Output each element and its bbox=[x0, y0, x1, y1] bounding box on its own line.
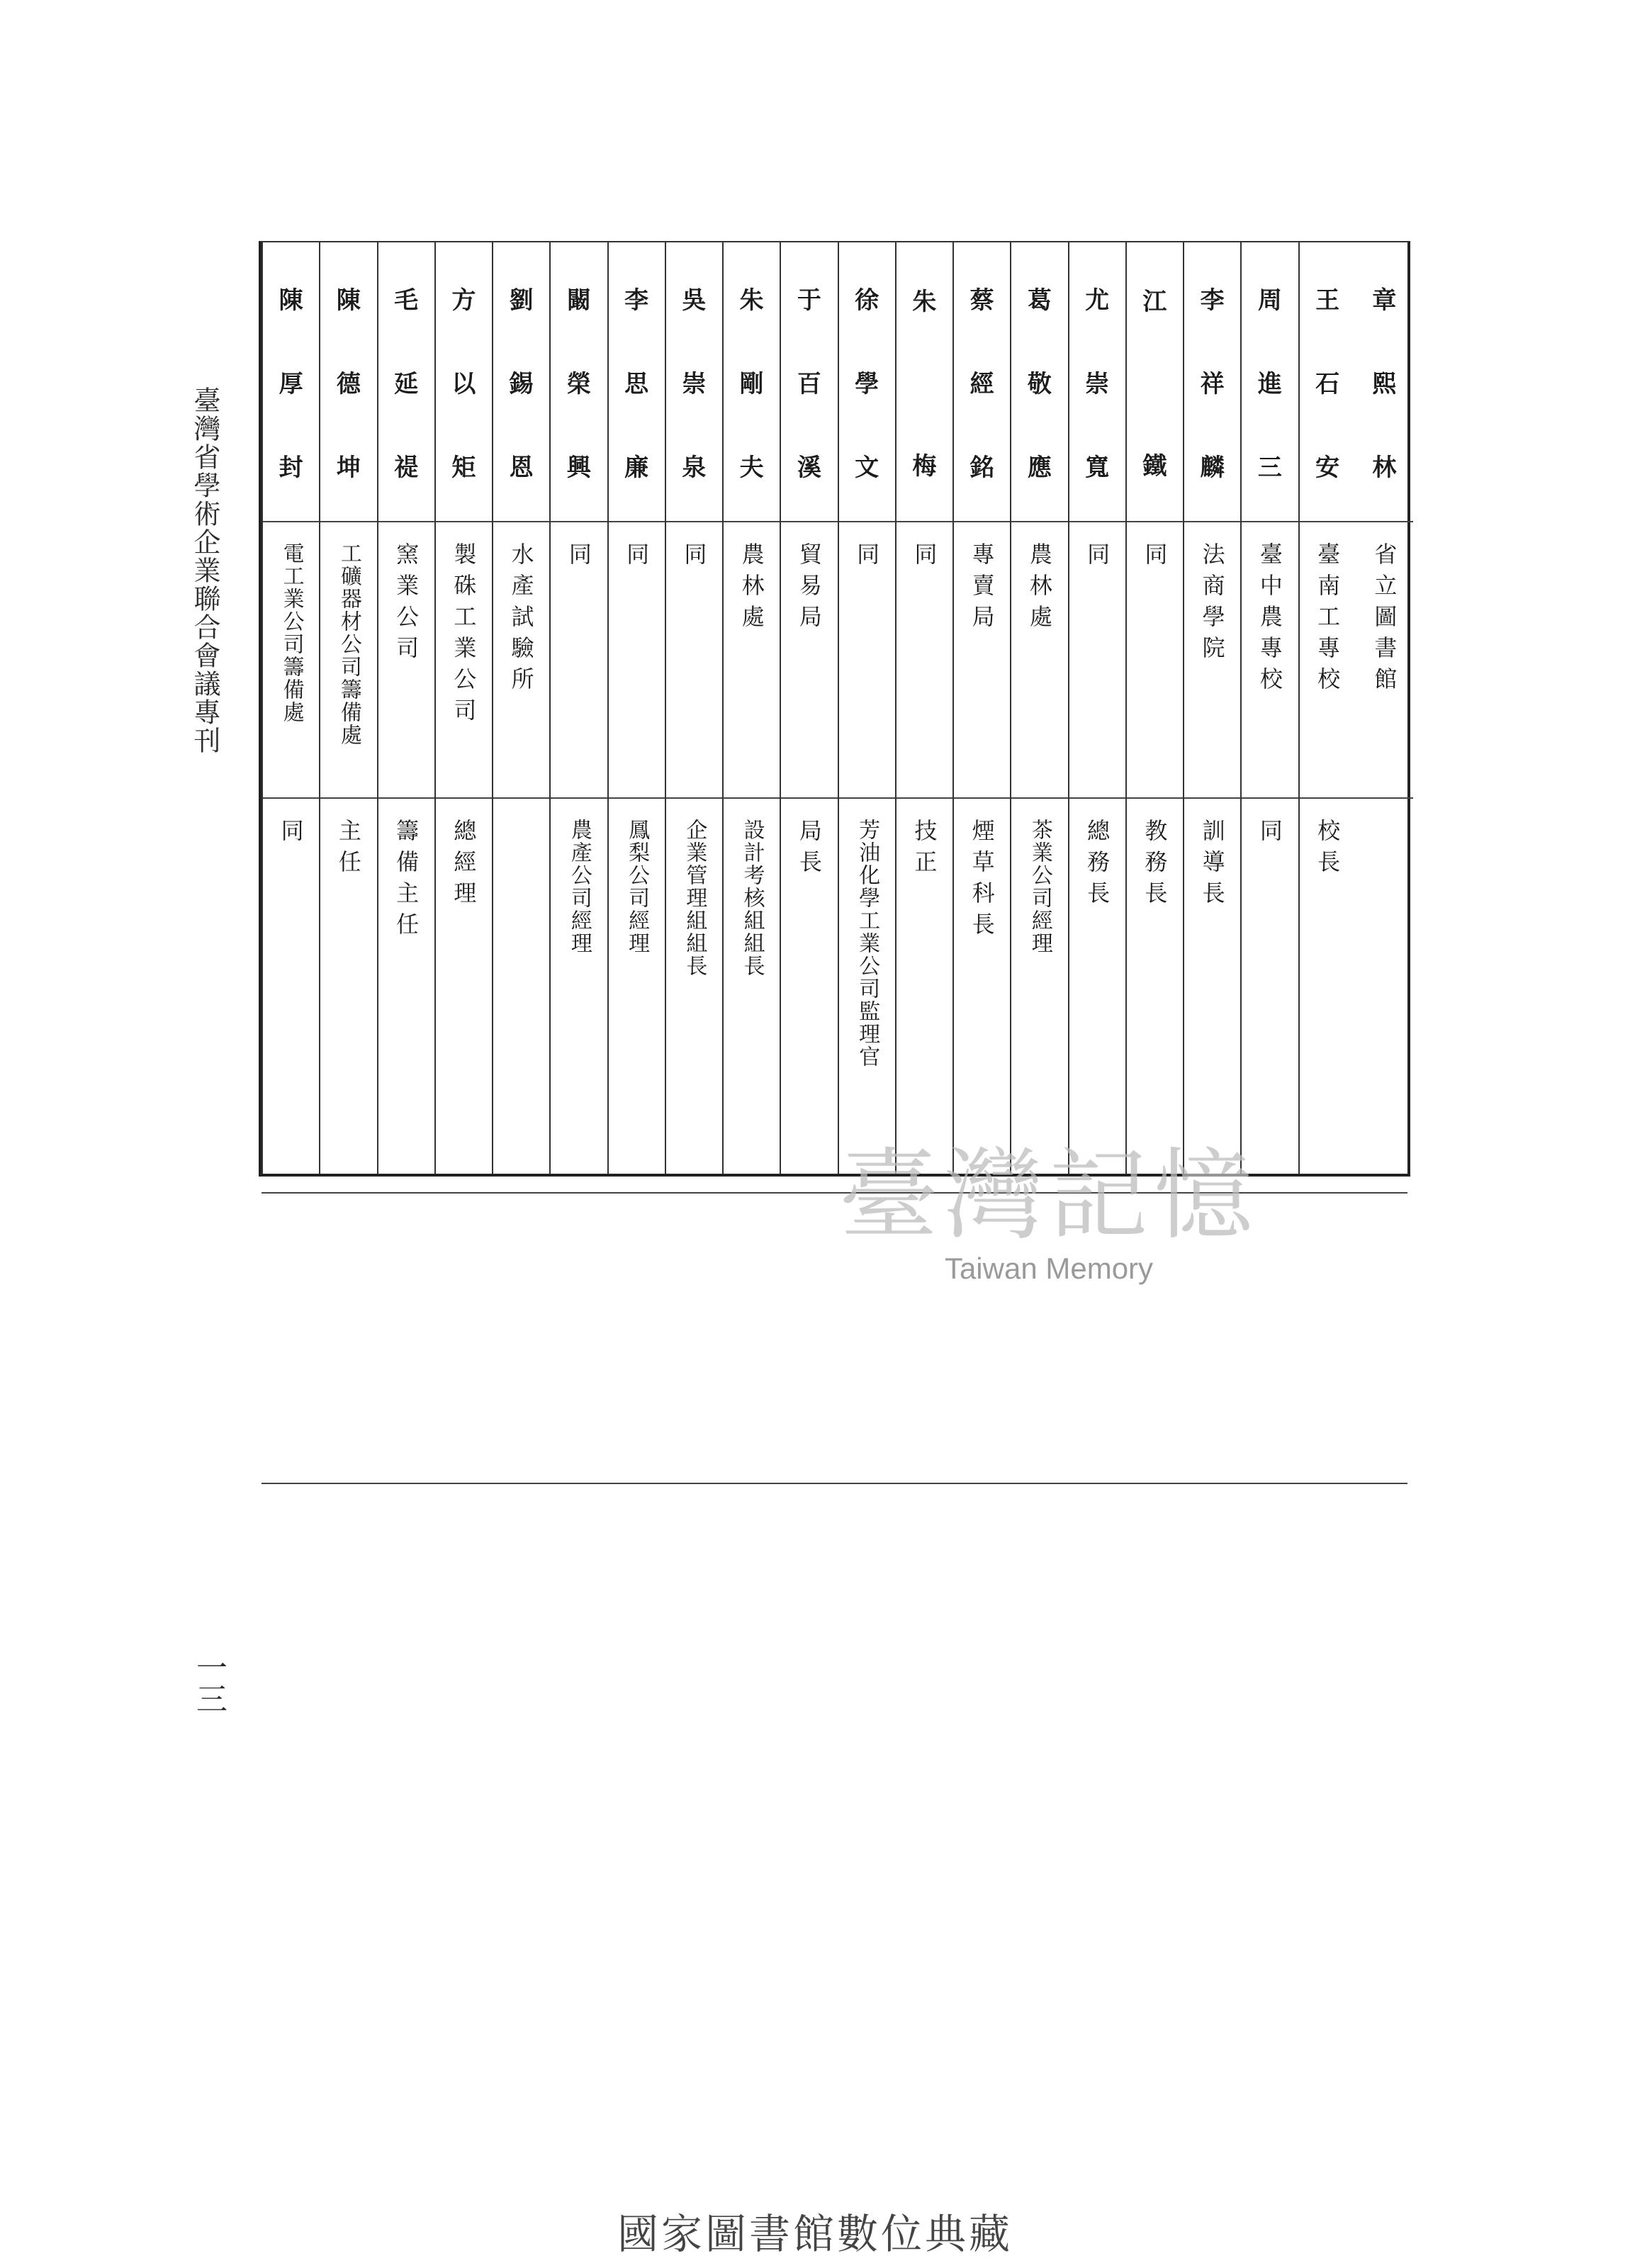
name-cell bbox=[551, 242, 607, 522]
position-text: 同 bbox=[1256, 819, 1283, 850]
name-cell bbox=[1011, 242, 1067, 522]
organization-text: 同 bbox=[1141, 542, 1169, 573]
name-character: 蔡 bbox=[969, 286, 994, 315]
name-character: 石 bbox=[1315, 369, 1340, 398]
organization-text: 專賣局 bbox=[968, 542, 996, 636]
roster-column bbox=[319, 242, 376, 1174]
roster-column bbox=[838, 242, 895, 1174]
position-cell bbox=[378, 799, 434, 1433]
name-character: 徐 bbox=[855, 286, 879, 315]
organization-text: 省立圖書館 bbox=[1371, 542, 1398, 698]
name-character: 梅 bbox=[912, 452, 937, 481]
organization-cell bbox=[1069, 522, 1125, 799]
name-character: 坤 bbox=[336, 453, 361, 482]
name-character: 章 bbox=[1372, 286, 1397, 315]
position-text: 技正 bbox=[911, 819, 938, 881]
organization-text: 貿易局 bbox=[795, 542, 823, 636]
position-cell bbox=[1242, 799, 1298, 1433]
roster-column bbox=[1068, 242, 1125, 1174]
organization-cell bbox=[724, 522, 780, 799]
organization-text: 農林處 bbox=[738, 542, 765, 636]
name-character: 思 bbox=[624, 369, 649, 398]
name-cell bbox=[1127, 242, 1183, 522]
watermark-chinese: 臺灣記憶 bbox=[838, 1138, 1259, 1254]
roster-column bbox=[434, 242, 492, 1174]
name-cell bbox=[263, 242, 319, 522]
organization-text: 電工業公司籌備處 bbox=[279, 542, 304, 724]
position-text: 鳳梨公司經理 bbox=[624, 819, 650, 955]
name-character: 李 bbox=[1200, 286, 1225, 315]
watermark-english: Taiwan Memory bbox=[944, 1252, 1154, 1285]
organization-cell bbox=[1300, 522, 1356, 799]
organization-text: 工礦器材公司籌備處 bbox=[336, 542, 361, 746]
organization-text: 同 bbox=[623, 542, 651, 573]
position-cell bbox=[839, 799, 895, 1433]
position-cell bbox=[493, 799, 549, 1433]
name-character: 葛 bbox=[1027, 286, 1052, 315]
roster-column bbox=[607, 242, 665, 1174]
roster-column bbox=[1356, 242, 1413, 1174]
position-text: 煙草科長 bbox=[968, 819, 996, 943]
position-text: 總務長 bbox=[1084, 819, 1111, 912]
organization-cell bbox=[666, 522, 722, 799]
organization-cell bbox=[436, 522, 492, 799]
name-character: 鐵 bbox=[1142, 452, 1167, 481]
name-character: 李 bbox=[624, 286, 649, 315]
roster-column bbox=[1010, 242, 1067, 1174]
name-cell bbox=[839, 242, 895, 522]
organization-cell bbox=[263, 522, 319, 799]
name-character: 溪 bbox=[797, 453, 821, 482]
name-character: 崇 bbox=[682, 369, 707, 398]
position-text: 局長 bbox=[795, 819, 823, 881]
organization-text: 水產試驗所 bbox=[507, 542, 535, 698]
name-cell bbox=[724, 242, 780, 522]
roster-column bbox=[549, 242, 607, 1174]
name-character: 周 bbox=[1257, 286, 1282, 315]
name-character: 矩 bbox=[451, 453, 476, 482]
position-cell bbox=[1356, 799, 1413, 1433]
name-cell bbox=[320, 242, 376, 522]
page-number: 一三 bbox=[191, 1651, 227, 1714]
position-text: 農產公司經理 bbox=[566, 819, 592, 955]
position-text: 同 bbox=[277, 819, 305, 850]
roster-column bbox=[1183, 242, 1240, 1174]
publication-title: 臺灣省學術企業聯合會議專刊 bbox=[189, 386, 220, 755]
roster-table bbox=[259, 241, 1410, 1177]
position-text: 校長 bbox=[1314, 819, 1342, 881]
organization-text: 同 bbox=[1084, 542, 1111, 573]
name-character: 陳 bbox=[336, 286, 361, 315]
position-cell bbox=[551, 799, 607, 1433]
name-cell bbox=[378, 242, 434, 522]
name-character: 尤 bbox=[1085, 286, 1110, 315]
name-character: 于 bbox=[797, 286, 821, 315]
roster-column bbox=[377, 242, 434, 1174]
name-cell bbox=[954, 242, 1010, 522]
name-character: 吳 bbox=[682, 286, 707, 315]
organization-cell bbox=[1356, 522, 1413, 799]
name-character: 闞 bbox=[566, 286, 591, 315]
position-cell bbox=[1069, 799, 1125, 1433]
position-text: 教務長 bbox=[1141, 819, 1169, 912]
position-cell bbox=[666, 799, 722, 1433]
position-cell bbox=[320, 799, 376, 1433]
position-cell bbox=[1300, 799, 1356, 1433]
name-character: 進 bbox=[1257, 369, 1282, 398]
organization-cell bbox=[839, 522, 895, 799]
position-cell bbox=[896, 799, 952, 1433]
name-character: 江 bbox=[1142, 287, 1167, 316]
roster-column bbox=[895, 242, 952, 1174]
position-cell bbox=[609, 799, 665, 1433]
organization-cell bbox=[1242, 522, 1298, 799]
name-character: 麟 bbox=[1200, 453, 1225, 482]
organization-text: 窯業公司 bbox=[393, 542, 420, 667]
position-cell bbox=[781, 799, 837, 1433]
roster-column bbox=[722, 242, 780, 1174]
name-character: 王 bbox=[1315, 286, 1340, 315]
table-rule bbox=[262, 1192, 1407, 1194]
table-rule bbox=[262, 1483, 1407, 1484]
position-cell bbox=[724, 799, 780, 1433]
organization-cell bbox=[1184, 522, 1240, 799]
organization-cell bbox=[378, 522, 434, 799]
organization-cell bbox=[493, 522, 549, 799]
name-character: 錫 bbox=[509, 369, 534, 398]
position-text: 總經理 bbox=[450, 819, 478, 912]
position-cell bbox=[436, 799, 492, 1433]
name-character: 林 bbox=[1372, 453, 1397, 482]
name-character: 陳 bbox=[279, 286, 303, 315]
organization-text: 同 bbox=[911, 542, 938, 573]
name-character: 厚 bbox=[279, 369, 303, 398]
name-character: 朱 bbox=[739, 286, 764, 315]
name-character: 經 bbox=[969, 369, 994, 398]
position-cell bbox=[1184, 799, 1240, 1433]
position-text: 主任 bbox=[335, 819, 362, 881]
roster-column bbox=[780, 242, 837, 1174]
name-character: 崇 bbox=[1085, 369, 1110, 398]
organization-text: 製硃工業公司 bbox=[450, 542, 478, 729]
name-character: 三 bbox=[1257, 453, 1282, 482]
position-text: 訓導長 bbox=[1198, 819, 1226, 912]
name-character: 封 bbox=[279, 453, 303, 482]
name-character bbox=[1150, 367, 1159, 395]
name-cell bbox=[666, 242, 722, 522]
name-cell bbox=[609, 242, 665, 522]
name-character: 恩 bbox=[509, 453, 534, 482]
name-character: 泉 bbox=[682, 453, 707, 482]
organization-text: 同 bbox=[680, 542, 708, 573]
position-cell bbox=[1127, 799, 1183, 1433]
name-character: 學 bbox=[855, 369, 879, 398]
footer-archive-label: 國家圖書館數位典藏 bbox=[617, 2211, 1013, 2257]
roster-column bbox=[952, 242, 1010, 1174]
name-character: 延 bbox=[394, 369, 419, 398]
organization-text: 臺中農專校 bbox=[1256, 542, 1283, 698]
organization-cell bbox=[320, 522, 376, 799]
name-cell bbox=[896, 242, 952, 522]
name-character: 毛 bbox=[394, 286, 419, 315]
organization-text: 同 bbox=[853, 542, 881, 573]
roster-column bbox=[1298, 242, 1356, 1174]
name-cell bbox=[1356, 242, 1413, 522]
position-text: 茶業公司經理 bbox=[1027, 819, 1052, 955]
position-text: 籌備主任 bbox=[393, 819, 420, 943]
name-character: 熙 bbox=[1372, 369, 1397, 398]
organization-cell bbox=[896, 522, 952, 799]
name-character: 剛 bbox=[739, 369, 764, 398]
organization-text: 農林處 bbox=[1025, 542, 1053, 636]
name-character: 以 bbox=[451, 369, 476, 398]
name-character: 文 bbox=[855, 453, 879, 482]
name-cell bbox=[1300, 242, 1356, 522]
organization-cell bbox=[1127, 522, 1183, 799]
name-character: 榮 bbox=[566, 369, 591, 398]
roster-column bbox=[492, 242, 549, 1174]
organization-cell bbox=[954, 522, 1010, 799]
name-character: 劉 bbox=[509, 286, 534, 315]
organization-cell bbox=[609, 522, 665, 799]
roster-column bbox=[1240, 242, 1298, 1174]
name-character: 廉 bbox=[624, 453, 649, 482]
name-cell bbox=[1184, 242, 1240, 522]
name-character: 寬 bbox=[1085, 453, 1110, 482]
position-cell bbox=[263, 799, 319, 1433]
position-text: 芳油化學工業公司監理官 bbox=[855, 819, 880, 1068]
organization-cell bbox=[551, 522, 607, 799]
name-cell bbox=[493, 242, 549, 522]
position-text: 企業管理組組長 bbox=[682, 819, 707, 977]
organization-text: 同 bbox=[565, 542, 592, 573]
organization-cell bbox=[781, 522, 837, 799]
name-character: 敬 bbox=[1027, 369, 1052, 398]
position-cell bbox=[1011, 799, 1067, 1433]
organization-text: 法商學院 bbox=[1198, 542, 1226, 667]
name-character bbox=[920, 367, 928, 395]
roster-column bbox=[1125, 242, 1183, 1174]
name-character: 百 bbox=[797, 369, 821, 398]
name-character: 夫 bbox=[739, 453, 764, 482]
position-text: 設計考核組組長 bbox=[739, 819, 765, 977]
name-character: 朱 bbox=[912, 287, 937, 316]
name-cell bbox=[436, 242, 492, 522]
name-character: 安 bbox=[1315, 453, 1340, 482]
name-character: 德 bbox=[336, 369, 361, 398]
position-cell bbox=[954, 799, 1010, 1433]
name-cell bbox=[1242, 242, 1298, 522]
roster-column bbox=[262, 242, 319, 1174]
name-character: 禔 bbox=[394, 453, 419, 482]
name-character: 興 bbox=[566, 453, 591, 482]
roster-column bbox=[665, 242, 722, 1174]
name-cell bbox=[781, 242, 837, 522]
name-character: 方 bbox=[451, 286, 476, 315]
organization-cell bbox=[1011, 522, 1067, 799]
name-character: 銘 bbox=[969, 453, 994, 482]
organization-text: 臺南工專校 bbox=[1314, 542, 1342, 698]
name-character: 祥 bbox=[1200, 369, 1225, 398]
name-cell bbox=[1069, 242, 1125, 522]
name-character: 應 bbox=[1027, 453, 1052, 482]
